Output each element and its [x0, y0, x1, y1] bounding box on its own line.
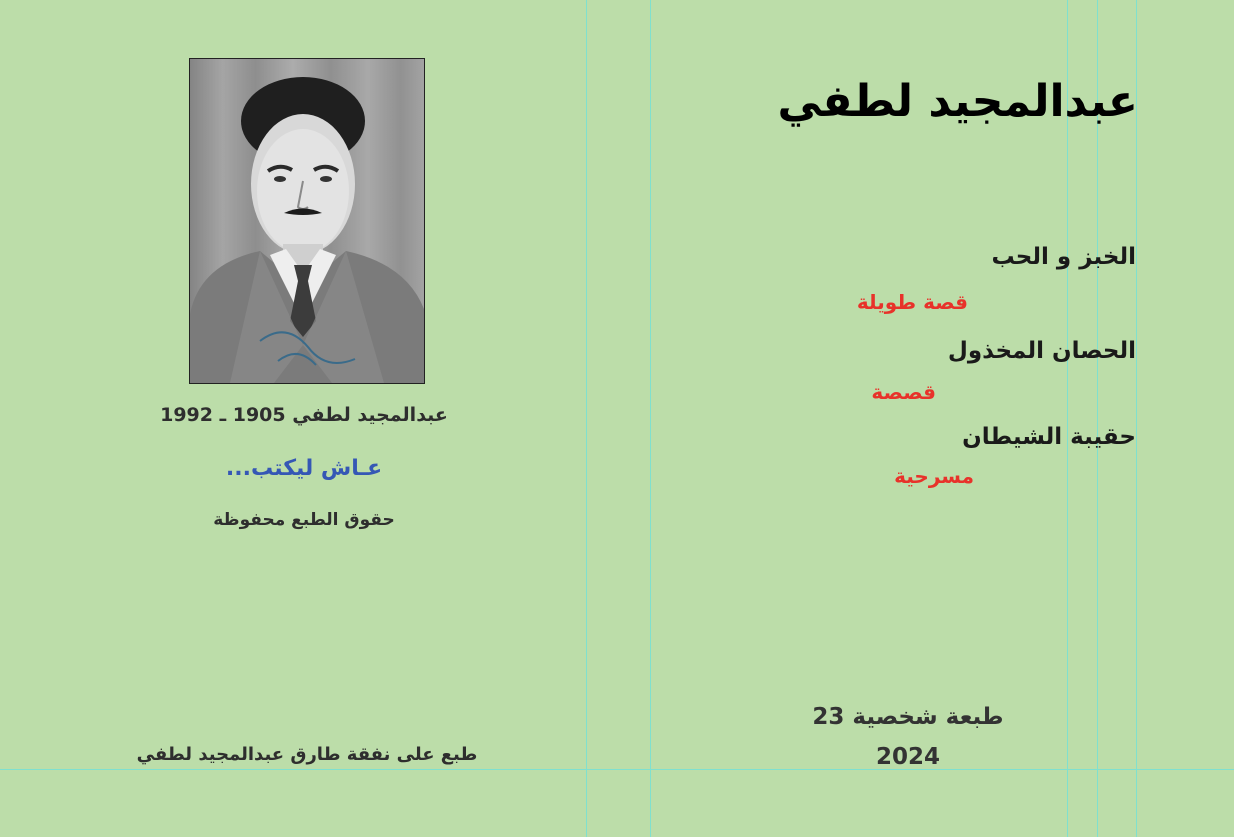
- guide-line-horizontal: [0, 769, 1234, 770]
- author-lifespan: عبدالمجيد لطفي 1905 ـ 1992: [160, 404, 448, 426]
- author-name-title: عبدالمجيد لطفي: [777, 76, 1138, 127]
- printing-credit: طبع على نفقة طارق عبدالمجيد لطفي: [136, 744, 478, 765]
- tagline: عـاش ليكتب...: [225, 456, 383, 481]
- copyright-notice: حقوق الطبع محفوظة: [213, 510, 395, 530]
- work-title: الخبز و الحب: [991, 244, 1136, 270]
- work-title: الحصان المخذول: [947, 338, 1136, 364]
- work-genre: قصصة: [871, 380, 936, 404]
- edition-label: طبعة شخصية 23: [812, 704, 1004, 730]
- author-portrait-photo: [189, 58, 425, 384]
- edition-year: 2024: [875, 744, 940, 770]
- guide-line-vertical: [650, 0, 651, 837]
- work-title: حقيبة الشيطان: [962, 424, 1136, 450]
- portrait-image: [190, 59, 424, 383]
- work-genre: مسرحية: [894, 464, 974, 488]
- guide-line-vertical: [586, 0, 587, 837]
- work-genre: قصة طويلة: [856, 290, 968, 314]
